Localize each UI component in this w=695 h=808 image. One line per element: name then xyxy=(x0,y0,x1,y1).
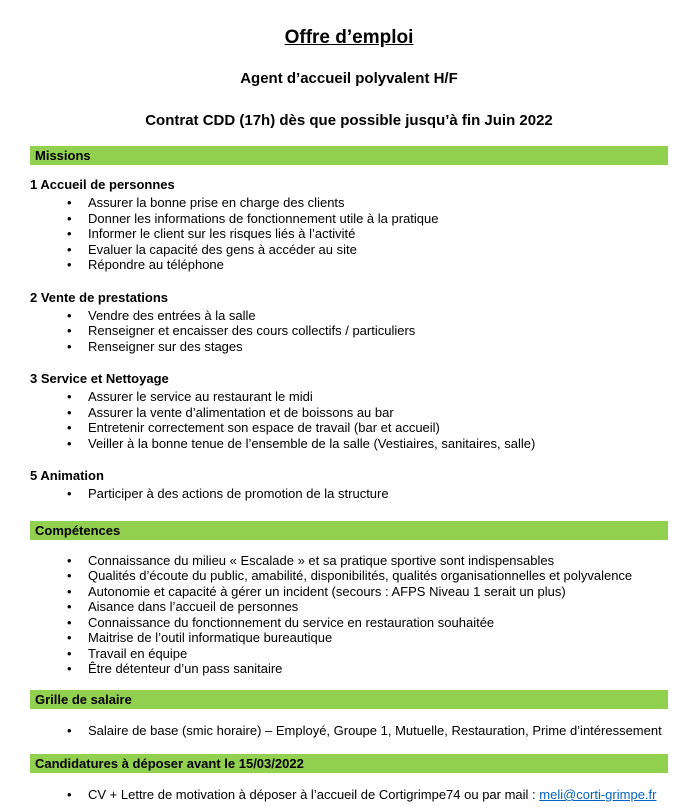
section-header-missions: Missions xyxy=(30,146,668,165)
group-title: 3 Service et Nettoyage xyxy=(30,371,169,386)
list-item: • Qualités d’écoute du public, amabilité, disponibilités, qualités organisationnelles et polyvalence xyxy=(67,568,668,584)
missions-group-service xyxy=(30,371,668,451)
bullet-list xyxy=(30,486,668,502)
list-item: • Connaissance du milieu « Escalade » et sa pratique sportive sont indispensables xyxy=(67,553,668,569)
bullet-list xyxy=(30,308,668,355)
list-item: • Participer à des actions de promotion de la structure xyxy=(67,486,668,502)
list-item: • Evaluer la capacité des gens à accéder au site xyxy=(67,242,668,258)
list-item: • Répondre au téléphone xyxy=(67,257,668,273)
page-title: Offre d’emploi xyxy=(284,27,414,48)
list-item: • Maitrise de l’outil informatique bureautique xyxy=(67,630,668,646)
list-item: • Travail en équipe xyxy=(67,646,668,662)
list-item: • Salaire de base (smic horaire) – Employé, Groupe 1, Mutuelle, Restauration, Prime d’intéressement xyxy=(67,723,668,739)
list-item: • Être détenteur d’un pass sanitaire xyxy=(67,661,668,677)
list-item: • Donner les informations de fonctionnement utile à la pratique xyxy=(67,211,668,227)
list-item: • Vendre des entrées à la salle xyxy=(67,308,668,324)
list-item: • Informer le client sur les risques liés à l’activité xyxy=(67,226,668,242)
list-item: • Renseigner sur des stages xyxy=(67,339,668,355)
missions-group-animation xyxy=(30,468,668,502)
section-header-salaire: Grille de salaire xyxy=(30,690,668,709)
list-item xyxy=(67,787,668,803)
candidature-text: CV + Lettre de motivation à déposer à l’accueil de Cortigrimpe74 ou par mail : xyxy=(88,787,540,802)
list-item: • Entretenir correctement son espace de travail (bar et accueil) xyxy=(67,420,668,436)
missions-group-vente xyxy=(30,290,668,355)
group-title: 1 Accueil de personnes xyxy=(30,177,175,192)
list-item: • Autonomie et capacité à gérer un incident (secours : AFPS Niveau 1 serait un plus) xyxy=(67,584,668,600)
missions-group-accueil xyxy=(30,177,668,273)
list-item: • Assurer le service au restaurant le midi xyxy=(67,389,668,405)
group-title: 5 Animation xyxy=(30,468,104,483)
bullet-list xyxy=(30,787,668,803)
list-item: • Veiller à la bonne tenue de l’ensemble de la salle (Vestiaires, sanitaires, salle) xyxy=(67,436,668,452)
bullet-list xyxy=(30,723,668,739)
bullet-list xyxy=(30,389,668,451)
section-header-candidatures: Candidatures à déposer avant le 15/03/2022 xyxy=(30,754,668,773)
bullet-list xyxy=(30,195,668,273)
bullet-list xyxy=(30,553,668,677)
contract-line: Contrat CDD (17h) dès que possible jusqu’à fin Juin 2022 xyxy=(145,112,553,129)
email-link[interactable]: meli@corti-grimpe.fr xyxy=(539,787,657,802)
group-title: 2 Vente de prestations xyxy=(30,289,168,305)
list-item: • Connaissance du fonctionnement du service en restauration souhaitée xyxy=(67,615,668,631)
job-offer-document xyxy=(0,27,695,808)
job-title: Agent d’accueil polyvalent H/F xyxy=(240,70,458,87)
list-item: • Assurer la vente d’alimentation et de boissons au bar xyxy=(67,405,668,421)
list-item: • Renseigner et encaisser des cours collectifs / particuliers xyxy=(67,323,668,339)
list-item: • Assurer la bonne prise en charge des clients xyxy=(67,195,668,211)
list-item: • Aisance dans l’accueil de personnes xyxy=(67,599,668,615)
section-header-competences: Compétences xyxy=(30,521,668,540)
